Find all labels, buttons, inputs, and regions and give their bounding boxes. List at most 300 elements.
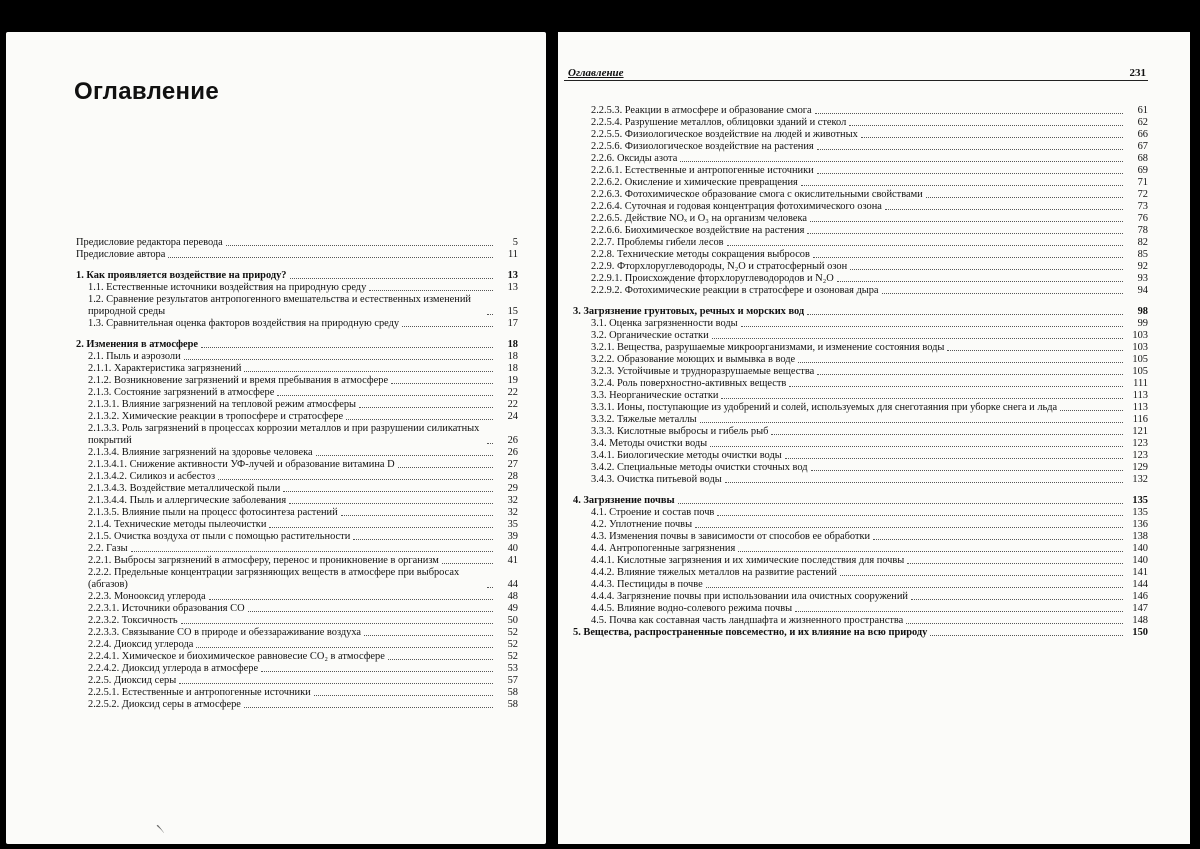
toc-entry-title: 4.1. Строение и состав почв [591, 507, 715, 518]
toc-page-number: 144 [1132, 579, 1148, 590]
dot-leader [316, 455, 493, 456]
dot-leader [196, 647, 493, 648]
toc-entry-title: 2.2.3. Монооксид углерода [88, 591, 206, 602]
toc-entry [76, 699, 518, 711]
toc-entry [573, 450, 1148, 462]
toc-entry-title: 3.2. Органические остатки [591, 330, 709, 341]
toc-page-number: 62 [1137, 117, 1148, 128]
toc-page-number: 40 [507, 543, 518, 554]
dot-leader [861, 137, 1123, 138]
toc-page-number: 15 [507, 306, 518, 317]
toc-entry [76, 294, 518, 318]
dot-leader [785, 458, 1123, 459]
toc-entry [76, 351, 518, 363]
toc-page-number: 140 [1132, 543, 1148, 554]
toc-entry-title: 2.1.3.4.1. Снижение активности УФ-лучей и образование витамина D [88, 459, 395, 470]
toc-entry-title: 2.2.2. Предельные концентрации загрязняющих веществ в атмосфере при выбросах (абгазов) [88, 567, 460, 590]
toc-entry [573, 426, 1148, 438]
toc-entry-title: 2.2.6.1. Естественные и антропогенные источники [591, 165, 814, 176]
toc-entry-title: 2.2.7. Проблемы гибели лесов [591, 237, 724, 248]
toc-entry-title: 4.2. Уплотнение почвы [591, 519, 693, 530]
toc-page-number: 24 [507, 411, 518, 422]
toc-entry [76, 483, 518, 495]
dot-leader [218, 479, 493, 480]
dot-leader [289, 503, 493, 504]
toc-entry [573, 591, 1148, 603]
toc-entry-title: 4. Загрязнение почвы [573, 495, 675, 506]
toc-entry-title: 3.2.2. Образование моющих и вымывка в воде [591, 354, 796, 365]
toc-entry-title: 3.2.1. Вещества, разрушаемые микроорганизмами, и изменение состояния воды [591, 342, 945, 353]
dot-leader [487, 587, 493, 588]
toc-entry [76, 495, 518, 507]
toc-page-number: 150 [1132, 627, 1148, 638]
toc-entry [76, 651, 518, 663]
toc-entry [573, 129, 1148, 141]
toc-entry-title: 2.2.4.2. Диоксид углерода в атмосфере [88, 663, 259, 674]
toc-page-number: 32 [507, 507, 518, 518]
toc-entry-title: 2.1.4. Технические методы пылеочистки [88, 519, 267, 530]
dot-leader [837, 281, 1123, 282]
toc-entry [76, 519, 518, 531]
dot-leader [810, 221, 1123, 222]
toc-entry [573, 354, 1148, 366]
toc-page-number: 78 [1137, 225, 1148, 236]
toc-page-number: 52 [507, 639, 518, 650]
toc-page-number: 121 [1132, 426, 1148, 437]
dot-leader [369, 290, 493, 291]
toc-page-number: 29 [507, 483, 518, 494]
toc-entry-title: 2.1.3.4.2. Силикоз и асбестоз [88, 471, 216, 482]
toc-entry [573, 141, 1148, 153]
toc-entry-title: 2.2.9.2. Фотохимические реакции в стратосфере и озоновая дыра [591, 285, 879, 296]
running-title: Оглавление [568, 67, 624, 79]
toc-entry-title: 5. Вещества, распространенные повсеместно, и их влияние на всю природу [573, 627, 928, 638]
toc-page-number: 141 [1132, 567, 1148, 578]
dot-leader [849, 125, 1123, 126]
toc-entry-title: 4.4.5. Влияние водно-солевого режима почвы [591, 603, 793, 614]
toc-page-number: 103 [1132, 342, 1148, 353]
toc-page-number: 138 [1132, 531, 1148, 542]
toc-entry-title: 2.1.3.4. Влияние загрязнений на здоровье человека [88, 447, 313, 458]
toc-entry [76, 282, 518, 294]
dot-leader [442, 563, 493, 564]
toc-page-number: 41 [507, 555, 518, 566]
dot-leader [721, 398, 1123, 399]
toc-entry-title: 2.1.3.4.3. Воздействие металлической пыли [88, 483, 281, 494]
toc-entry [573, 438, 1148, 450]
dot-leader [947, 350, 1123, 351]
toc-entry [573, 519, 1148, 531]
toc-entry [76, 687, 518, 699]
dot-leader [815, 113, 1123, 114]
toc-page-number: 71 [1137, 177, 1148, 188]
toc-page-number: 17 [507, 318, 518, 329]
dot-leader [184, 359, 493, 360]
toc-page-number: 52 [507, 651, 518, 662]
toc-entry [76, 471, 518, 483]
dot-leader [907, 563, 1123, 564]
toc-page-number: 116 [1132, 414, 1148, 425]
toc-page-number: 146 [1132, 591, 1148, 602]
dot-leader [290, 278, 493, 279]
toc-entry-title: 3.1. Оценка загрязненности воды [591, 318, 738, 329]
dot-leader [244, 371, 493, 372]
toc-entry-title: 2.2.5.2. Диоксид серы в атмосфере [88, 699, 241, 710]
dot-leader [346, 419, 493, 420]
toc-page-number: 61 [1137, 105, 1148, 116]
toc-entry-title: 2.1.3.3. Роль загрязнений в процессах коррозии металлов и при разрушении силикатных покрытий [88, 423, 480, 446]
toc-page-number: 72 [1137, 189, 1148, 200]
toc-page-number: 147 [1132, 603, 1148, 614]
toc-entry [573, 390, 1148, 402]
toc-entry [573, 579, 1148, 591]
dot-leader [695, 527, 1123, 528]
toc-page-number: 39 [507, 531, 518, 542]
dot-leader [817, 374, 1123, 375]
toc-page-number: 22 [507, 399, 518, 410]
toc-entry-title: 3.4.3. Очистка питьевой воды [591, 474, 722, 485]
dot-leader [179, 683, 493, 684]
toc-entry-title: 2. Изменения в атмосфере [76, 339, 199, 350]
dot-leader [801, 185, 1123, 186]
dot-leader [1060, 410, 1123, 411]
toc-entry-title: 4.4. Антропогенные загрязнения [591, 543, 736, 554]
dot-leader [269, 527, 493, 528]
toc-chapter-entry [573, 495, 1148, 507]
toc-page-number: 13 [507, 282, 518, 293]
dot-leader [364, 635, 493, 636]
dot-leader [882, 293, 1123, 294]
dot-leader [725, 482, 1123, 483]
toc-entry [76, 639, 518, 651]
toc-entry-title: 2.2.6.5. Действие NOₓ и O₃ на организм человека [591, 213, 807, 224]
toc-page-number: 66 [1137, 129, 1148, 140]
toc-page-number: 18 [507, 351, 518, 362]
running-head [564, 66, 1148, 81]
toc-entry-title: 2.2.4. Диоксид углерода [88, 639, 194, 650]
toc-page-number: 57 [507, 675, 518, 686]
dot-leader [283, 491, 493, 492]
toc-entry-title: 3.2.3. Устойчивые и трудноразрушаемые вещества [591, 366, 815, 377]
toc-entry-title: 2.2.5.4. Разрушение металлов, облицовки зданий и стекол [591, 117, 847, 128]
toc-entry [76, 627, 518, 639]
toc-page-number: 92 [1137, 261, 1148, 272]
toc-entry [76, 447, 518, 459]
toc-page-number: 26 [507, 435, 518, 446]
dot-leader [353, 539, 493, 540]
dot-leader [873, 539, 1123, 540]
toc-entry [573, 177, 1148, 189]
dot-leader [817, 149, 1123, 150]
toc-entry-title: 4.4.1. Кислотные загрязнения и их химические последствия для почвы [591, 555, 905, 566]
toc-entry-title: 2.1.1. Характеристика загрязнений [88, 363, 242, 374]
toc-entry-title: 2.2.5. Диоксид серы [88, 675, 177, 686]
toc-entry [573, 474, 1148, 486]
toc-entry-title: 2.1.3.1. Влияние загрязнений на тепловой режим атмосферы [88, 399, 357, 410]
toc-entry-title: 2.2.4.1. Химическое и биохимическое равновесие CO₂ в атмосфере [88, 651, 385, 662]
toc-entry-title: 2.2.9. Фторхлоруглеводороды, N₂O и стратосферный озон [591, 261, 848, 272]
toc-entry-title: 2.2.6. Оксиды азота [591, 153, 678, 164]
toc-page-number: 85 [1137, 249, 1148, 260]
toc-page-number: 76 [1137, 213, 1148, 224]
toc-entry [76, 411, 518, 423]
toc-entry-title: 2.2.6.2. Окисление и химические превращения [591, 177, 798, 188]
toc-page-number: 5 [512, 237, 518, 248]
toc-entry-title: 2.2. Газы [88, 543, 128, 554]
toc-entry [76, 375, 518, 387]
toc-entry [573, 318, 1148, 330]
toc-list [573, 105, 1148, 639]
toc-entry-title: 2.2.1. Выбросы загрязнений в атмосферу, перенос и проникновение в организм [88, 555, 439, 566]
toc-page-number: 68 [1137, 153, 1148, 164]
toc-entry-title: 2.2.3.2. Токсичность [88, 615, 178, 626]
toc-entry-title: 2.2.3.1. Источники образования CO [88, 603, 245, 614]
toc-page-number: 105 [1132, 354, 1148, 365]
toc-entry [573, 165, 1148, 177]
toc-entry [573, 366, 1148, 378]
dot-leader [727, 245, 1123, 246]
toc-page-number: 53 [507, 663, 518, 674]
toc-entry [573, 153, 1148, 165]
toc-entry-title: 2.2.5.1. Естественные и антропогенные источники [88, 687, 311, 698]
toc-entry-title: 3.3.2. Тяжелые металлы [591, 414, 697, 425]
toc-entry-title: 2.2.6.4. Суточная и годовая концентрация фотохимического озона [591, 201, 882, 212]
dot-leader [813, 257, 1123, 258]
pencil-mark: ৲ [156, 817, 165, 832]
toc-entry [573, 462, 1148, 474]
dot-leader [717, 515, 1123, 516]
toc-page-number: 28 [507, 471, 518, 482]
toc-entry [573, 615, 1148, 627]
toc-entry [573, 117, 1148, 129]
toc-entry-title: 4.5. Почва как составная часть ландшафта и жизненного пространства [591, 615, 904, 626]
dot-leader [706, 587, 1123, 588]
toc-page-number: 22 [507, 387, 518, 398]
toc-page-number: 140 [1132, 555, 1148, 566]
dot-leader [398, 467, 493, 468]
toc-entry-title: Предисловие редактора перевода [76, 237, 223, 248]
toc-page-number: 98 [1137, 306, 1148, 317]
toc-page-number: 27 [507, 459, 518, 470]
toc-page-number: 105 [1132, 366, 1148, 377]
toc-entry [76, 615, 518, 627]
toc-list [76, 237, 518, 711]
dot-leader [930, 635, 1123, 636]
toc-chapter-entry [76, 270, 518, 282]
toc-entry-title: 1.1. Естественные источники воздействия на природную среду [88, 282, 367, 293]
dot-leader [244, 707, 493, 708]
toc-entry-title: 2.2.8. Технические методы сокращения выбросов [591, 249, 810, 260]
dot-leader [131, 551, 493, 552]
dot-leader [885, 209, 1123, 210]
toc-entry [76, 567, 518, 591]
toc-page-number: 49 [507, 603, 518, 614]
toc-entry-title: 2.2.6.3. Фотохимическое образование смога с окислительными свойствами [591, 189, 923, 200]
toc-entry-title: 2.2.9.1. Происхождение фторхлоруглеводородов и N₂O [591, 273, 834, 284]
toc-entry [573, 414, 1148, 426]
dot-leader [261, 671, 493, 672]
dot-leader [168, 257, 493, 258]
dot-leader [795, 611, 1123, 612]
dot-leader [906, 623, 1123, 624]
toc-entry [573, 189, 1148, 201]
toc-entry [573, 273, 1148, 285]
dot-leader [807, 233, 1123, 234]
toc-entry [573, 330, 1148, 342]
dot-leader [487, 443, 493, 444]
toc-entry-title: 3.2.4. Роль поверхностно-активных веществ [591, 378, 787, 389]
toc-entry-title: 3.3. Неорганические остатки [591, 390, 719, 401]
toc-entry [76, 363, 518, 375]
toc-page-number: 35 [507, 519, 518, 530]
toc-page-number: 123 [1132, 450, 1148, 461]
toc-page-number: 73 [1137, 201, 1148, 212]
toc-entry [573, 237, 1148, 249]
toc-entry [76, 318, 518, 330]
toc-entry [573, 285, 1148, 297]
toc-page-number: 19 [507, 375, 518, 386]
toc-chapter-entry [76, 339, 518, 351]
dot-leader [680, 161, 1123, 162]
toc-entry [76, 387, 518, 399]
toc-page-number: 11 [507, 249, 518, 260]
toc-entry [573, 555, 1148, 567]
right-page [558, 32, 1190, 844]
dot-leader [926, 197, 1123, 198]
toc-entry [573, 201, 1148, 213]
toc-entry-title: Предисловие автора [76, 249, 166, 260]
toc-page-number: 113 [1132, 402, 1148, 413]
dot-leader [341, 515, 493, 516]
toc-page-number: 18 [507, 363, 518, 374]
dot-leader [487, 314, 493, 315]
toc-entry-title: 3.3.3. Кислотные выбросы и гибель рыб [591, 426, 769, 437]
toc-entry [76, 543, 518, 555]
left-page [6, 32, 546, 844]
toc-entry [76, 237, 518, 249]
toc-entry-title: 3.4.2. Специальные методы очистки сточных вод [591, 462, 808, 473]
toc-page-number: 123 [1132, 438, 1148, 449]
toc-page-number: 67 [1137, 141, 1148, 152]
toc-entry-title: 2.1.3.4.4. Пыль и аллергические заболевания [88, 495, 287, 506]
dot-leader [741, 326, 1123, 327]
toc-entry [573, 261, 1148, 273]
dot-leader [911, 599, 1123, 600]
toc-page-number: 48 [507, 591, 518, 602]
toc-entry [76, 423, 518, 447]
toc-entry-title: 2.2.5.5. Физиологическое воздействие на людей и животных [591, 129, 858, 140]
toc-page-number: 136 [1132, 519, 1148, 530]
toc-entry-title: 4.4.4. Загрязнение почвы при использовании ила очистных сооружений [591, 591, 908, 602]
toc-entry-title: 4.4.2. Влияние тяжелых металлов на развитие растений [591, 567, 837, 578]
toc-page-number: 132 [1132, 474, 1148, 485]
toc-chapter-entry [573, 306, 1148, 318]
toc-entry [76, 591, 518, 603]
toc-entry [76, 555, 518, 567]
dot-leader [817, 173, 1123, 174]
dot-leader [226, 245, 493, 246]
toc-page-number: 135 [1132, 495, 1148, 506]
page-title: Оглавление [74, 78, 219, 105]
dot-leader [402, 326, 493, 327]
toc-page-number: 111 [1133, 378, 1148, 389]
toc-entry-title: 2.1.2. Возникновение загрязнений и время пребывания в атмосфере [88, 375, 389, 386]
toc-entry-title: 2.1.3.5. Влияние пыли на процесс фотосинтеза растений [88, 507, 338, 518]
dot-leader [712, 338, 1123, 339]
toc-entry-title: 3.3.1. Ионы, поступающие из удобрений и солей, используемых для снеготаяния при уборке снега и льда [591, 402, 1058, 413]
toc-page-number: 82 [1137, 237, 1148, 248]
toc-page-number: 113 [1132, 390, 1148, 401]
toc-entry-title: 2.1.3. Состояние загрязнений в атмосфере [88, 387, 275, 398]
toc-entry [573, 402, 1148, 414]
toc-entry-title: 2.2.5.6. Физиологическое воздействие на растения [591, 141, 814, 152]
toc-entry [76, 603, 518, 615]
dot-leader [388, 659, 493, 660]
dot-leader [840, 575, 1123, 576]
toc-entry [76, 531, 518, 543]
toc-entry-title: 2.2.5.3. Реакции в атмосфере и образование смога [591, 105, 812, 116]
dot-leader [277, 395, 493, 396]
dot-leader [359, 407, 493, 408]
toc-entry [573, 342, 1148, 354]
dot-leader [314, 695, 493, 696]
dot-leader [209, 599, 493, 600]
toc-page-number: 52 [507, 627, 518, 638]
toc-page-number: 13 [507, 270, 518, 281]
toc-page-number: 58 [507, 687, 518, 698]
toc-page-number: 94 [1137, 285, 1148, 296]
toc-entry-title: 3.4.1. Биологические методы очистки воды [591, 450, 782, 461]
toc-entry [76, 249, 518, 261]
toc-entry-title: 2.1. Пыль и аэрозоли [88, 351, 181, 362]
toc-entry-title: 3.4. Методы очистки воды [591, 438, 708, 449]
toc-page-number: 69 [1137, 165, 1148, 176]
toc-entry [76, 507, 518, 519]
dot-leader [391, 383, 493, 384]
dot-leader [678, 503, 1123, 504]
dot-leader [738, 551, 1123, 552]
toc-entry-title: 4.3. Изменения почвы в зависимости от способов ее обработки [591, 531, 871, 542]
toc-entry-title: 3. Загрязнение грунтовых, речных и морских вод [573, 306, 805, 317]
toc-page-number: 129 [1132, 462, 1148, 473]
toc-entry [573, 213, 1148, 225]
toc-entry-title: 2.1.3.2. Химические реакции в тропосфере и стратосфере [88, 411, 344, 422]
toc-chapter-entry [573, 627, 1148, 639]
toc-page-number: 58 [507, 699, 518, 710]
toc-entry [573, 249, 1148, 261]
toc-entry [573, 543, 1148, 555]
dot-leader [798, 362, 1123, 363]
toc-entry-title: 4.4.3. Пестициды в почве [591, 579, 703, 590]
dot-leader [248, 611, 493, 612]
toc-entry [573, 105, 1148, 117]
toc-page-number: 103 [1132, 330, 1148, 341]
dot-leader [771, 434, 1123, 435]
toc-page-number: 148 [1132, 615, 1148, 626]
dot-leader [850, 269, 1123, 270]
dot-leader [201, 347, 493, 348]
toc-entry-title: 2.2.6.6. Биохимическое воздействие на растения [591, 225, 805, 236]
toc-entry [76, 459, 518, 471]
toc-entry [573, 225, 1148, 237]
dot-leader [789, 386, 1123, 387]
toc-page-number: 99 [1137, 318, 1148, 329]
toc-page-number: 93 [1137, 273, 1148, 284]
toc-page-number: 44 [507, 579, 518, 590]
dot-leader [807, 314, 1123, 315]
toc-entry [573, 603, 1148, 615]
toc-page-number: 26 [507, 447, 518, 458]
